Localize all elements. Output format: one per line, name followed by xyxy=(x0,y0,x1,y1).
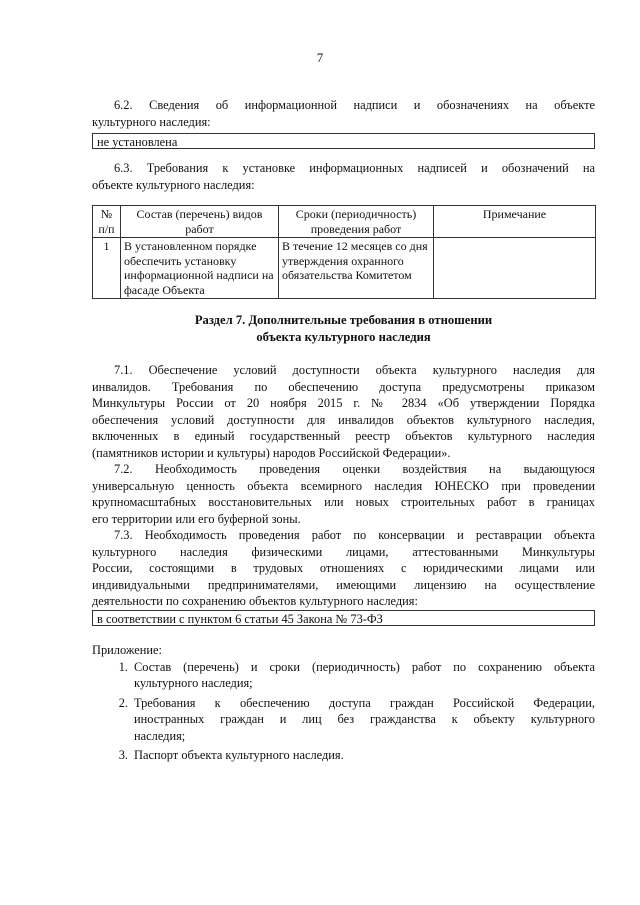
list-item xyxy=(92,659,595,692)
table-cell: В течение 12 месяцев со дня утверждения охранного обязательства Комитетом xyxy=(279,238,434,299)
page-number: 7 xyxy=(316,50,324,65)
p73-value-field: в соответствии с пунктом 6 статьи 45 Закона № 73-ФЗ xyxy=(92,610,595,626)
list-number: 1. xyxy=(118,659,128,674)
section-7-heading xyxy=(92,312,595,345)
table-header-row xyxy=(93,206,596,238)
header-cell: № п/п xyxy=(93,206,121,238)
table-cell xyxy=(434,238,596,299)
text-line: культурного наследия; xyxy=(134,676,253,690)
appendix xyxy=(92,642,595,764)
text-line: 7.1. Обеспечение условий доступности объекта культурного наследия для xyxy=(114,363,595,377)
text-line: культурного наследия физическими лицами, аттестованными Минкультуры xyxy=(92,544,595,559)
text-line: Состав (перечень) и сроки (периодичность) работ по сохранению объекта xyxy=(134,659,595,674)
table-cell: В установленном порядке обеспечить установку информационной надписи на фасаде Объекта xyxy=(121,238,279,299)
header-cell: Состав (перечень) видов работ xyxy=(121,206,279,238)
text-line: 6.3. Требования к установке информационных надписей и обозначений на xyxy=(114,161,595,175)
requirements-table xyxy=(92,205,596,299)
heading-line: Раздел 7. Дополнительные требования в отношении xyxy=(194,313,493,327)
text-line: (памятников истории и культуры) народов Российской Федерации». xyxy=(92,445,451,460)
section-6-2 xyxy=(92,97,595,130)
text-line: индивидуальными предпринимателями, имеющими лицензию на осуществление xyxy=(92,577,595,592)
text-line: крупномасштабных восстановительных или новых строительных работ в границах xyxy=(92,495,595,509)
list-item xyxy=(92,695,595,745)
section-6-3 xyxy=(92,160,595,193)
appendix-title: Приложение: xyxy=(92,643,162,657)
s62-value-field: не установлена xyxy=(92,133,595,149)
text-line: 6.2. Сведения об информационной надписи и обозначениях на объекте xyxy=(114,98,595,112)
text-line: 7.3. Необходимость проведения работ по консервации и реставрации объекта xyxy=(114,528,595,542)
text-line: инвалидов. Требования по обеспечению доступа предусмотрены приказом xyxy=(92,379,595,394)
text-line: России, состоящими в трудовых отношениях с юридическими лицами или xyxy=(92,561,595,575)
text-line: культурного наследия: xyxy=(92,114,211,129)
table-row xyxy=(93,238,596,299)
header-cell: Сроки (периодичность) проведения работ xyxy=(279,206,434,238)
text-line: Паспорт объекта культурного наследия. xyxy=(134,748,344,762)
paragraph-7-1 xyxy=(92,362,595,610)
heading-line: объекта культурного наследия xyxy=(256,329,431,344)
header-cell: Примечание xyxy=(434,206,596,238)
list-item xyxy=(92,747,595,764)
text-line: иностранных граждан и лиц без гражданства к объекту культурного xyxy=(134,712,595,726)
text-line: Требования к обеспечению доступа граждан Российской Федерации, xyxy=(134,695,595,710)
text-line: обеспечения условий доступности для инвалидов объектов культурного наследия, xyxy=(92,412,595,427)
text-line: его территории или его буферной зоны. xyxy=(92,511,301,526)
list-number: 3. xyxy=(118,748,128,762)
requirements-table-wrap xyxy=(92,205,595,299)
text-line: наследия; xyxy=(134,728,186,743)
text-line: 7.2. Необходимость проведения оценки воздействия на выдающуюся xyxy=(114,462,595,476)
text-line: объекте культурного наследия: xyxy=(92,177,255,192)
text-line: деятельности по сохранению объектов культурного наследия: xyxy=(92,594,418,608)
text-line: Минкультуры России от 20 ноября 2015 г. № 2834 «Об утверждении Порядка xyxy=(92,396,595,410)
table-cell: 1 xyxy=(93,238,121,299)
text-line: универсальную ценность объекта всемирного наследия ЮНЕСКО при проведении xyxy=(92,478,595,493)
list-number: 2. xyxy=(118,695,128,710)
text-line: включенных в единый государственный реестр объектов культурного наследия xyxy=(92,429,595,443)
